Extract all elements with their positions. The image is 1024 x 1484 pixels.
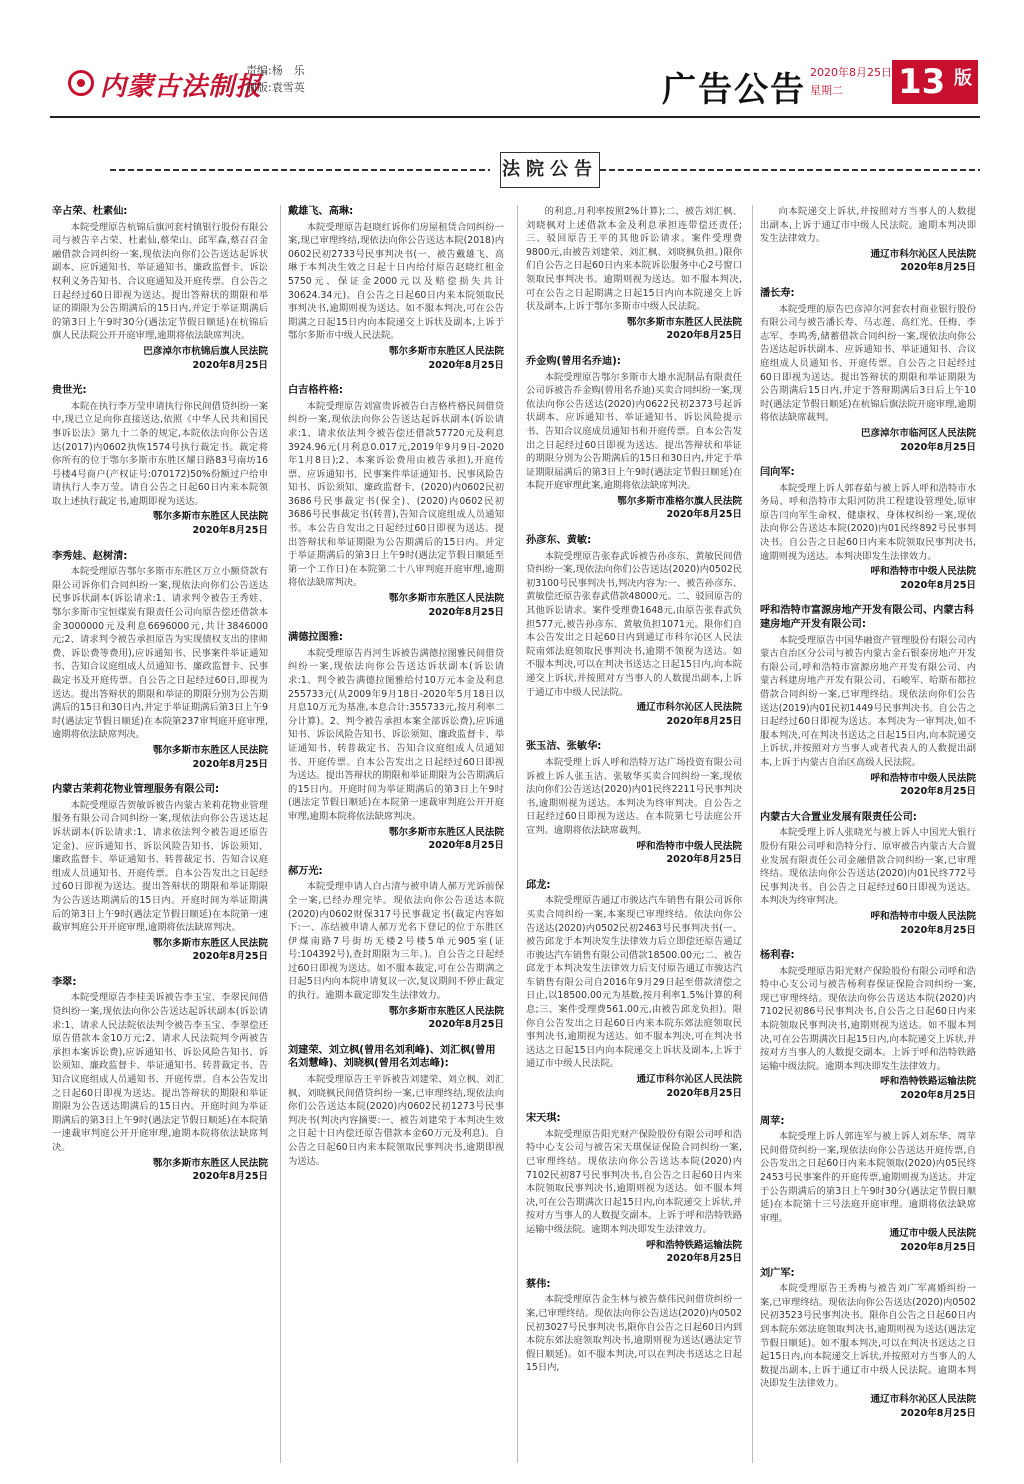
issuing-court: 鄂尔多斯市准格尔旗人民法院 [617, 495, 742, 507]
notice-body: 本院受理原告阳光财产保险股份有限公司呼和浩特中心支公司与被告宋天琪保证保险合同纠纷一案,已审理终结。现依法向你公告送达本院(2020)内7102民初87号民事判决书,自公告之日起60日内来本院领取民事判决书,逾期则视为送达。如不服本判决,可在公告期满次日起15日内,向本院递交上诉状,并按对方当事人的人数提交副本。上诉于呼和浩特铁路运输中级法院。逾期本判决即发生法律效力。 [526, 1128, 742, 1235]
notice-body: 本院受理原告阳光财产保险股份有限公司呼和浩特中心支公司与被告杨利春保证保险合同纠纷一案,现已审理终结。现依法向你公告送达本院(2020)内7102民初86号民事判决书,自公告之日起60日内来本院领取民事判决书,逾期则视为送达。如不服本判决,可在公告期满次日起15日内,向本院递交上诉状,并按对方当事人的人数提交副本。上诉于呼和浩特铁路运输中级法院。逾期本判决即发生法律效力。 [760, 965, 976, 1072]
notice-date: 2020年8月25日 [900, 262, 976, 274]
court-notice [526, 534, 742, 728]
notice-date: 2020年8月25日 [428, 359, 504, 371]
section-banner [50, 150, 980, 190]
notice-date: 2020年8月25日 [900, 579, 976, 591]
issuing-court: 通辽市科尔沁区人民法院 [870, 248, 976, 260]
notice-date: 2020年8月25日 [192, 1171, 268, 1183]
notice-body: 本院受理原告鄂尔多斯市东胜区万立小额贷款有限公司诉你们合同纠纷一案,现依法向你们公告送达民事诉状副本(诉讼请求:1、请求判令被告王秀娃、鄂尔多斯市宝恒煤炭有限责任公司向原告偿还借款本金3000000元及利息6696000元,共计3846000元;2、请求判令被告承担原告为实现债权支出的律师费、诉讼费等费用),应诉通知书、民事案件举证通知书、告知合议庭组成人员通知书、廉政监督卡、民事裁定书及开庭传票。自公告之日起经过60日,即视为送达。提出答辩状的期限和举证的期限分别为公告期满后的15日和30日内,并定于举证期满后第3日上午9时(遇法定节假日顺延)在本院第237审判庭开庭审理,逾期将依法缺席判决。 [52, 566, 268, 741]
court-notice [52, 783, 268, 964]
notice-body: 本院受理原告贺敏诉被告内蒙古茉莉花物业管理服务有限公司合同纠纷一案,现依法向你公告送达起诉状副本(诉讼请求:1、请求依法判令被告退还原告定金)、应诉通知书、诉讼风险告知书、诉讼须知、廉政监督卡、举证通知书、转普裁定书、告知合议庭组成人员通知书、开庭传票。自本公告发出之日起经过60日即视为送达。提出答辩状的期限和举证期限为公告送达期满后的15日内。开庭时间为举证期满后的第3日上午9时(遇法定节假日顺延)在本院第一速裁审判庭公开开庭审理,逾期将依法缺席判决。 [52, 799, 268, 934]
issuing-court: 呼和浩特市中级人民法院 [870, 772, 976, 784]
addressee: 宋天琪: [526, 1113, 561, 1125]
notice-column-3 [526, 205, 742, 1387]
notice-body: 本院受理原告赵晓红诉你们房屋租赁合同纠纷一案,现已审理终结,现依法向你公告送达本院(2018)内0602民初2733号民事判决书(一、被告戴雄飞、高琳于本判决生效之日起十日内给付原告赵晓红租金5750元、保证金2000元以及赔偿损失共计30624.34元)。自公告之日起60日内来本院领取民事判决书,逾期则视为送达。如不服本判决,可在公告期满之日起15日内向本院递交上诉状及副本,上诉于鄂尔多斯市中级人民法院。 [288, 221, 504, 342]
issuing-court: 通辽市科尔沁区人民法院 [636, 1074, 742, 1086]
issue-weekday: 星期二 [810, 84, 843, 97]
court-notice [526, 1278, 742, 1375]
addressee: 邱龙: [526, 879, 551, 891]
notice-body: 本院受理原告中国华融资产管理股份有限公司内蒙古自治区分公司与被告内蒙古金石银泰房地产开发有限公司,呼和浩特市富源房地产开发有限公司、内蒙古科建房地产开发有限公司、石峻军、哈斯布都拉借款合同纠纷一案,已审理终结。现依法向你们公告送达(2019)内01民初1449号民事判决书。自公告之日起经过60日即视为送达。本判决为一审判决,如不服本判决,可在判决书送达之日起15日内,向本院递交上诉状,并按照对方当事人或者代表人的人数提出副本,上诉于内蒙古自治区高级人民法院。 [760, 634, 976, 768]
issuing-court: 呼和浩特铁路运输法院 [880, 1076, 976, 1088]
notice-date: 2020年8月25日 [900, 441, 976, 453]
court-notice [760, 466, 976, 592]
notice-date: 2020年8月25日 [428, 606, 504, 618]
notice-date: 2020年8月25日 [192, 525, 268, 537]
addressee: 满德拉图雅: [288, 632, 344, 644]
court-notice [288, 865, 504, 1032]
issuing-court: 通辽市科尔沁区人民法院 [636, 702, 742, 714]
column-divider [280, 205, 281, 1463]
header-divider [50, 116, 980, 118]
notice-body: 的利息,月利率按照2%计算);二、被告刘汇枫、刘晓枫对上述借款本金及利息承担连带偿还责任;三、驳回原告王平的其他诉讼请求。案件受理费9800元,由被告刘建荣、刘汇枫、刘晓枫负担。)限你们自公告之日起60日内来本院诉讼服务中心2号窗口领取民事判决书。逾期则视为送达。如不服本判决,可在公告之日起期满之日起15日内向本院递交上诉状及副本,上诉于鄂尔多斯市中级人民法院。 [526, 206, 742, 313]
notice-body: 本院受理上诉人张晓光与被上诉人中国光大银行股份有限公司呼和浩特分行、原审被告内蒙古大合置业发展有限责任公司金融借款合同纠纷一案,已审理终结。现依法向你公告送达(2020)内01民终772号民事判决书。自公告之日起经过60日即视为送达。本判决为终审判决。 [760, 827, 976, 907]
issuing-court: 呼和浩特铁路运输法院 [646, 1239, 742, 1251]
addressee: 孙彦东、黄敏: [526, 535, 592, 547]
notice-date: 2020年8月25日 [666, 330, 742, 342]
notice-date: 2020年8月25日 [900, 786, 976, 798]
notice-body: 本院受理原告杭锦后旗河套村镇银行股份有限公司与被告辛占荣、杜素仙,蔡荣山、邱军森,蔡召召金融借款合同纠纷一案,现依法向你们公告送达起诉状副本、应诉通知书、举证通知书、廉政监督卡、诉讼权利义务告知书、合议庭通知及开庭传票。自公告之日起经过60日即视为送达。提出答辩状的期限和举证的期限为公告期满后的15日内,并定于举证期满后的第3日上午9时30分(遇法定节假日顺延)在杭锦后旗人民法院公开开庭审理,逾期将依法缺席判决。 [52, 221, 268, 342]
notice-body: 本院受理申请人白占清与被申请人郝万光诉前保全一案,已经办理完毕。现依法向你公告送达本院(2020)内0602财保317号民事裁定书(裁定内容如下:一、冻结被申请人郝万光名下登记的位于东胜区伊煤南路7号街坊无楼2号楼5单元905室(证号:104392号),查封期限为三年。)。自公告之日起经过60日即视为送达。如不服本裁定,可在公告期满之日起5日内向本院申请复议一次,复议期间不停止裁定的执行。逾期本裁定即发生法律效力。 [288, 881, 504, 1002]
editor-credits [246, 62, 305, 96]
addressee: 闫向军: [760, 467, 795, 479]
notice-body: 本院受理上诉人郭连军与被上诉人刘东华、周苹民间借贷纠纷一案,现依法向你公告送达开庭传票,自公告发出之日起60日内来本院领取(2020)内05民终2453号民事案件的开庭传票,逾期则视为送达。并定于公告期满后的第3日上午9时30分(遇法定节假日顺延)在本院第十三号法庭开庭审理。逾期将依法缺席审理。 [760, 1131, 976, 1224]
addressee: 刘广军: [760, 1267, 795, 1279]
notice-date: 2020年8月25日 [192, 359, 268, 371]
banner-rule-right [600, 169, 980, 171]
issuing-court: 通辽市科尔沁区人民法院 [870, 1393, 976, 1405]
addressee: 杨利春: [760, 950, 795, 962]
notice-body: 本院受理原告王平诉被告刘建荣、刘立枫、刘汇枫、刘晓枫民间借贷纠纷一案,已审理终结,现依法向你们公告送达本院(2020)内0602民初1273号民事判决书(判决内容摘要:一、被告刘建荣于本判决生效之日起十日内偿还原告借款本金60万元及利息)。自公告之日起60日内来本院领取民事判决书,逾期即视为送达。 [288, 1074, 504, 1167]
masthead [50, 58, 980, 114]
editor-line: 责编:杨 乐 [246, 64, 305, 77]
addressee: 内蒙古大合置业发展有限责任公司: [760, 811, 917, 823]
issuing-court: 鄂尔多斯市东胜区人民法院 [152, 511, 268, 523]
addressee: 辛占荣、杜素仙: [52, 206, 128, 217]
notice-date: 2020年8月25日 [900, 1090, 976, 1102]
court-notice [288, 1044, 504, 1168]
notice-body: 本院受理原告通辽市骏达汽车销售有限公司诉你买卖合同纠纷一案,本案现已审理终结。依法向你公告送达(2020)内0502民初2463号民事判决书(一、被告邱龙于本判决发生法律效力后立即偿还原告通辽市骏达汽车销售有限公司借款18500.00元;二、被告邱龙于本判决发生法律效力后支付原告通辽市骏达汽车销售有限公司自2016年9月29日起至借款清偿之日止,以18500.00元为基数,按月利率1.5%计算的利息;三、案件受理费561.00元,由被告邱龙负担)。限你自公告发出之日起60日内来本院东郊法庭领取民事判决书,逾期视为送达。如不服本判决,可在判决书送达之日起15日内向本院递交上诉状及副本,上诉于通辽市中级人民法院。 [526, 895, 742, 1070]
notice-body: 向本院递交上诉状,并按照对方当事人的人数提出副本,上诉于通辽市中级人民法院。逾期本判决即发生法律效力。 [760, 206, 976, 245]
notice-body: 本院受理原告金生林与被告蔡伟民间借贷纠纷一案,已审理终结。现依法向你公告送达(2020)内0502民初3027号民事判决书,限你自公告之日起60日内到本院东郊法庭领取判决书,逾期则视为送达(遇法定节假日顺延)。如不服本判决,可以在判决书送达之日起15日内, [526, 1294, 742, 1374]
court-notice [760, 604, 976, 798]
court-notice [52, 384, 268, 538]
notice-body: 本院受理原告李桂美诉被告李玉宝、李翠民间借贷纠纷一案,现依法向你公告送达起诉状副本(诉讼请求:1、请求人民法院依法判令被告李玉宝、李翠偿还原告借款本金10万元;2、请求人民法院判令两被告承担本案诉讼费),应诉通知书、诉讼风险告知书、诉讼须知、廉政监督卡、举证通知书、转普裁定书、告知合议庭组成人员通知书、开庭传票。自本公告发出之日起60日即视为送达。提出答辩状的期限和举证期限为公告送达期满后的15日内。开庭时间为举证期满后的第3日上午9时(遇法定节假日顺延)在本院第一速裁审判庭公开开庭审理,逾期本院将依法缺席判决。 [52, 992, 268, 1153]
column-divider [752, 205, 753, 1463]
addressee: 蔡伟: [526, 1278, 551, 1290]
notice-body: 本院受理上诉人呼和浩特万达广场投资有限公司诉被上诉人张玉洁、张敏华买卖合同纠纷一案,现依法向你们公告送达(2020)内01民终2211号民事判决书,逾期则视为送达。本判决为终审判决。自公告之日起经过60日即视为送达。在本院第七号法庭公开宣判。逾期将依法缺席裁判。 [526, 756, 742, 836]
issuing-court: 呼和浩特市中级人民法院 [636, 840, 742, 852]
court-notice [760, 287, 976, 454]
issuing-court: 鄂尔多斯市东胜区人民法院 [388, 593, 504, 605]
issuing-court: 呼和浩特市中级人民法院 [870, 566, 976, 578]
notice-date: 2020年8月25日 [192, 758, 268, 770]
issuing-court: 鄂尔多斯市东胜区人民法院 [152, 1157, 268, 1169]
court-notice [526, 355, 742, 522]
logo-text: 内蒙古法制报 [100, 72, 263, 102]
notice-body: 本院受理上诉人郭春茹与被上诉人呼和浩特市水务局、呼和浩特市太阳河防洪工程建设管理处,原审原告闫向军生命权、健康权、身体权纠纷一案,现依法向你公告送达本院(2020)内01民终892号民事判决书。自公告之日起60日内来本院领取民事判决书,逾期则视为送达。本判决即发生法律效力。 [760, 482, 976, 562]
column-divider [517, 205, 518, 1463]
court-notice [526, 740, 742, 866]
issuing-court: 呼和浩特市中级人民法院 [870, 910, 976, 922]
logo-emblem-icon [68, 70, 94, 96]
court-notice [288, 384, 504, 619]
addressee: 刘建荣、刘立枫(曾用名刘利峰)、刘汇枫(曾用名刘慧峰)、刘晓枫(曾用名刘志峰): [288, 1044, 496, 1070]
issuing-court: 鄂尔多斯市东胜区人民法院 [388, 826, 504, 838]
notice-date: 2020年8月25日 [666, 1087, 742, 1099]
notice-body: 本院受理原告鄂尔多斯市大雄水泥制品有限责任公司诉被告乔金购(曾用名乔迪)买卖合同纠纷一案,现依法向你公告送达(2020)内0622民初2373号起诉状副本、应诉通知书、举证通知书、诉讼风险提示书、告知合议庭成员通知书和开庭传票。自本公告发出之日起经过60日即视为送达。提出答辩状和举证的期限分别为公告期满后的15日和30日内,并定于举证期限届满后的第3日上午9时(遇法定节假日顺延)在本院开庭审理此案,逾期将依法缺席判决。 [526, 371, 742, 492]
issuing-court: 鄂尔多斯市东胜区人民法院 [152, 937, 268, 949]
court-notice [526, 1112, 742, 1266]
page-suffix: 版 [954, 68, 972, 89]
notice-date: 2020年8月25日 [428, 840, 504, 852]
section-title: 广告公告 [662, 70, 806, 110]
notice-body: 本院受理原告刘富贵诉被告白吉格杵格民间借贷纠纷一案,现依法向你公告送达起诉状副本(诉讼请求:1、请求依法判令被告偿还借款57720元及利息3924.96元(月利息0.017元,2019年9月9日-2020年1月8日);2、本案诉讼费用由被告承担),开庭传票、应诉通知书、民事案件举证通知书、民事风险告知书、诉讼须知、廉政监督卡、(2020)内0602民初3686号民事裁定书(保全)、(2020)内0602民初3686号民事裁定书(转普),告知合议庭组成人员通知书。本公告自发出之日起经过60日即视为送达。提出答辩状和举证期限为公告期满后的15日内。并定于举证期满后的第3日上午9时(遇法定节假日顺延至第一个工作日)在本院第二十八审判庭开庭审理,逾期将依法缺席判决。 [288, 400, 504, 589]
issue-date: 2020年8月25日 [810, 66, 892, 79]
page-number-box [892, 60, 978, 104]
addressee: 潘长寿: [760, 287, 795, 299]
court-notice [526, 879, 742, 1101]
addressee: 李翠: [52, 976, 77, 988]
addressee: 贵世光: [52, 385, 87, 397]
issuing-court: 鄂尔多斯市东胜区人民法院 [388, 345, 504, 357]
court-notice [52, 976, 268, 1184]
court-notice [760, 1115, 976, 1255]
issuing-court: 鄂尔多斯市东胜区人民法院 [388, 1005, 504, 1017]
issuing-court: 巴彦淖尔市杭锦后旗人民法院 [143, 345, 268, 357]
notice-body: 本院受理原告张春武诉被告孙彦东、黄敏民间借贷纠纷一案,现依法向你们公告送达(2020)内0502民初3100号民事判决书,判决内容为:一、被告孙彦东、黄敏偿还原告张春武借款48000元。二、驳回原告的其他诉讼请求。案件受理费1648元,由原告张春武负担577元,被告孙彦东、黄敏负担1071元。限你们自本公告发出之日起60日内到通辽市科尔沁区人民法院南郊法庭领取民事判决书,逾期不领视为送达。如不服本判决,可以在判决书送达之日起15日内,向本院递交上诉状,并按照对方当事人的人数提出副本,上诉于通辽市中级人民法院。 [526, 550, 742, 698]
designer-line: 制版:袁雪英 [246, 81, 305, 94]
addressee: 内蒙古茉莉花物业管理服务有限公司: [52, 784, 220, 796]
banner-rule-left [110, 169, 490, 171]
court-notice [52, 205, 268, 372]
addressee: 张玉洁、张敏华: [526, 741, 602, 753]
notice-date: 2020年8月25日 [666, 854, 742, 866]
issuing-court: 鄂尔多斯市东胜区人民法院 [626, 316, 742, 328]
addressee: 李秀娃、赵树清: [52, 550, 128, 562]
issue-date-block [810, 64, 892, 100]
court-notice [760, 1267, 976, 1421]
notice-date: 2020年8月25日 [900, 1407, 976, 1419]
notice-column-2 [288, 205, 504, 1180]
notice-body: 本院受理的原告巴彦淖尔河套农村商业银行股份有限公司与被告潘长寿、马志莲、高红光、任梅、李志军、李鸣秀,储蓄借款合同纠纷一案,现依法向你公告送达起诉状副本、应诉通知书、举证通知书、合议庭组成人员通知书、开庭传票。自公告之日起经过60日即视为送达。提出答辩状的期限和举证期限为公告期满后15日内,并定于答辩期满后3日后上午10时(遇法定节假日顺延)在杭锦后旗法院开庭审理,逾期将依法缺席裁判。 [760, 303, 976, 424]
court-notice [526, 205, 742, 343]
court-notice [760, 811, 976, 937]
court-notice [288, 631, 504, 853]
issuing-court: 巴彦淖尔市临河区人民法院 [860, 427, 976, 439]
addressee: 郝万光: [288, 865, 323, 877]
court-notice [52, 550, 268, 772]
notice-date: 2020年8月25日 [666, 715, 742, 727]
notice-column-4 [760, 205, 976, 1432]
banner-title: 法院公告 [500, 152, 600, 188]
issuing-court: 通辽市中级人民法院 [889, 1228, 976, 1240]
court-notice [760, 205, 976, 275]
addressee: 呼和浩特市富源房地产开发有限公司、内蒙古科建房地产开发有限公司: [760, 605, 974, 631]
court-notice [288, 205, 504, 372]
addressee: 周苹: [760, 1115, 785, 1127]
notice-date: 2020年8月25日 [192, 951, 268, 963]
addressee: 白吉格杵格: [288, 385, 344, 397]
notice-date: 2020年8月25日 [428, 1019, 504, 1031]
notice-column-1 [52, 205, 268, 1196]
notice-body: 本院在执行李万莹申请执行你民间借贷纠纷一案中,现已立足向你直接送达,依照《中华人民共和国民事诉讼法》第九十二条的规定,本院依法向你公告送达(2017)内0602执恢1574号执行裁定书。裁定将你所有的位于鄂尔多斯市东胜区耀日路83号南坊16号楼4号商户(产权证号:070172)50%份额过户给申请执行人李万莹。请自公告之日起60日内来本院领取上述执行裁定书,逾期即视为送达。 [52, 400, 268, 507]
notice-date: 2020年8月25日 [900, 924, 976, 936]
page-number: 13 [898, 62, 946, 102]
issuing-court: 鄂尔多斯市东胜区人民法院 [152, 744, 268, 756]
notice-date: 2020年8月25日 [666, 509, 742, 521]
notice-date: 2020年8月25日 [666, 1253, 742, 1265]
notice-body: 本院受理原告王秀梅与被告刘广军离婚纠纷一案,已审理终结。现依法向你公告送达(2020)内0502民初3523号民事判决书。限你自公告之日起60日内到本院东郊法庭领取判决书,逾期则视为送达(遇法定节假日顺延)。如不服本判决,可以在判决书送达之日起15日内,向本院递交上诉状,并按照对方当事人的人数提出副本,上诉于通辽市中级人民法院。逾期本判决即发生法律效力。 [760, 1283, 976, 1390]
notice-body: 本院受理原告肖河生诉被告满德拉图雅民间借贷纠纷一案,现依法向你公告送达诉状副本(诉讼请求:1、判令被告满德拉图雅给付10万元本金及利息255733元(从2009年9月18日-2020年5月18日以月息10万元为基准,本息合计:355733元,按月利率二分计算)。2、判令被告承担本案全部诉讼费),应诉通知书、诉讼风险告知书、诉讼须知、廉政监督卡、举证通知书、转普裁定书、告知合议庭组成人员通知书、开庭传票。自本公告发出之日起经过60日即视为送达。提出答辩状的期限和举证期限为公告期满后的15日内。开庭时间为举证期满后的第3日上午9时(遇法定节假日顺延)在本院第一速裁审判庭公开开庭审理,逾期本院将依法缺席判决。 [288, 647, 504, 822]
addressee: 戴雄飞、高琳: [288, 206, 354, 217]
notice-date: 2020年8月25日 [900, 1241, 976, 1253]
addressee: 乔金购(曾用名乔迪): [526, 355, 621, 367]
court-notice [760, 949, 976, 1103]
